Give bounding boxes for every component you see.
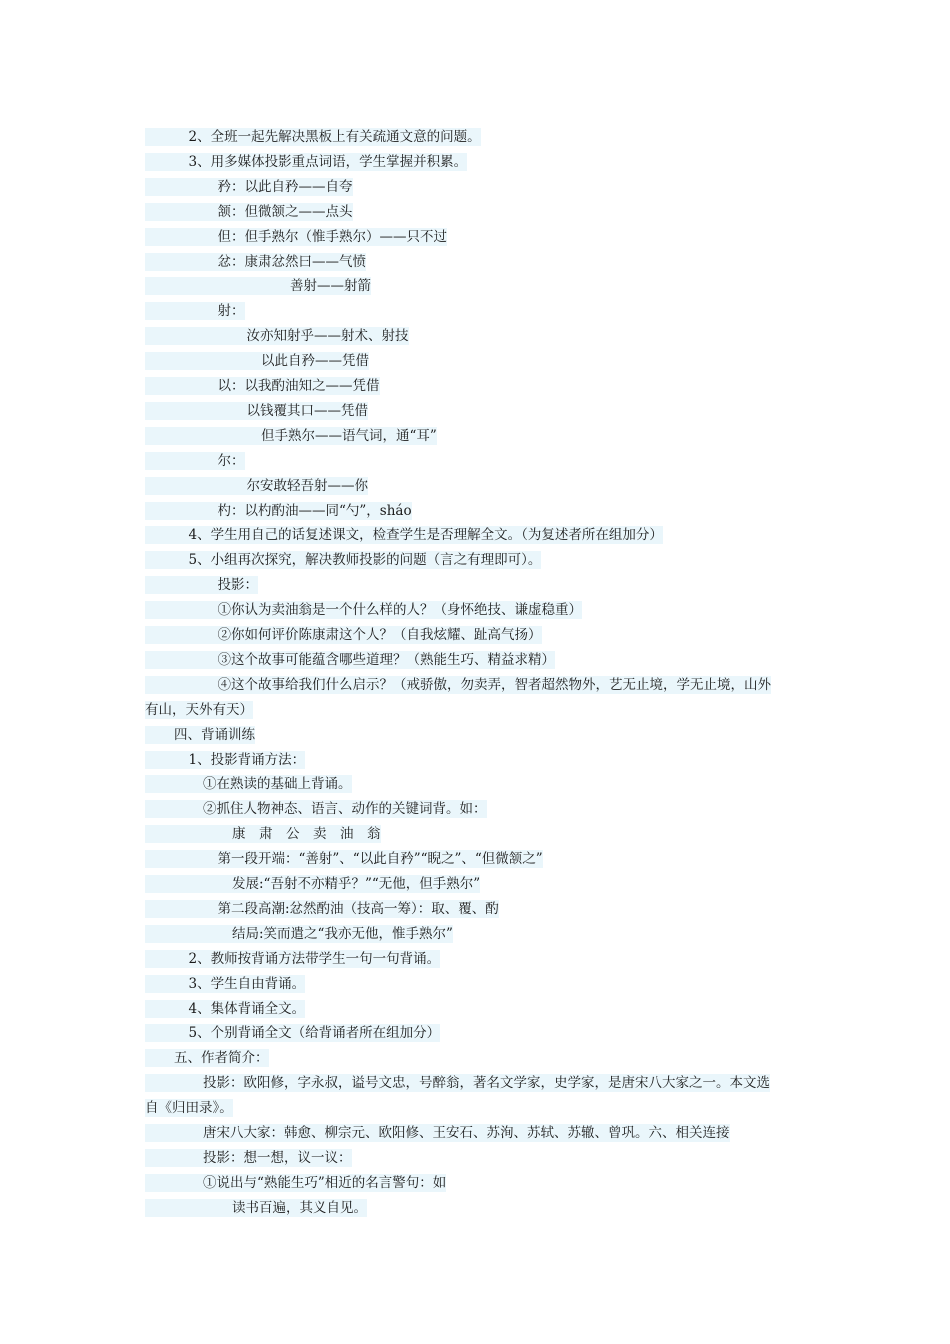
text-line [145,327,409,345]
line-text: ②你如何评价陈康肃这个人？（自我炫耀、趾高气扬） [217,627,542,643]
text-line [145,402,368,420]
text-line [145,800,487,818]
line-highlight [145,975,305,993]
line-text: 1、投影背诵方法： [188,751,306,768]
line-highlight [145,427,437,445]
line-highlight [145,1074,770,1092]
line-text: 读书百遍，其义自见。 [232,1199,367,1216]
text-line [145,178,353,196]
text-line [145,526,663,544]
text-line [145,277,371,295]
line-text: 唐宋八大家：韩愈、柳宗元、欧阳修、王安石、苏洵、苏轼、苏辙、曾巩。六、相关连接 [203,1125,730,1141]
line-highlight [145,502,412,520]
text-line [145,477,368,495]
text-line [145,701,253,719]
line-highlight [145,751,305,769]
line-highlight [145,327,409,345]
line-highlight [145,775,352,793]
text-line [145,626,542,644]
text-line [145,1124,730,1142]
line-text: 投影： [217,577,258,594]
line-highlight [145,1049,269,1067]
line-text: 矜：以此自矜——自夸 [217,178,353,195]
line-text: 尔安敢轻吾射——你 [246,477,368,494]
line-text: 结局:笑而遣之“我亦无他，惟手熟尔” [232,925,453,942]
line-highlight [145,626,542,644]
text-line [145,1049,269,1067]
line-highlight [145,402,368,420]
line-text: 3、用多媒体投影重点词语，学生掌握并积累。 [188,153,468,170]
line-text: 颔：但微颔之——点头 [217,203,353,220]
text-line [145,352,369,370]
line-highlight [145,701,253,719]
line-text: 有山，天外有天） [145,701,253,718]
line-highlight [145,452,245,470]
line-highlight [145,551,541,569]
line-text: ①在熟读的基础上背诵。 [203,776,352,793]
line-highlight [145,377,380,395]
text-line [145,302,245,320]
text-line [145,726,255,744]
line-text: 第二段高潮:忿然酌油（技高一筹）：取、覆、酌 [217,900,499,917]
line-highlight [145,1174,446,1192]
line-text: 投影：想一想，议一议： [203,1149,352,1166]
line-highlight [145,576,258,594]
line-text: 自《归田录》。 [145,1100,233,1117]
text-line [145,775,352,793]
text-line [145,1024,440,1042]
line-text: ②抓住人物神态、语言、动作的关键词背。如： [203,801,487,818]
line-text: 以钱覆其口——凭借 [246,402,368,419]
line-highlight [145,277,371,295]
line-text: 尔： [217,452,245,469]
line-text: ①说出与“熟能生巧”相近的名言警句：如 [203,1174,447,1191]
line-highlight [145,1199,367,1217]
text-line [145,651,555,669]
text-line [145,825,381,843]
text-line [145,128,481,146]
line-highlight [145,875,480,893]
line-text: 五、作者简介： [174,1050,269,1067]
line-highlight [145,651,555,669]
line-highlight [145,850,543,868]
text-line [145,1099,233,1117]
text-line [145,676,771,694]
line-text: ①你认为卖油翁是一个什么样的人？（身怀绝技、谦虚稳重） [217,602,582,619]
line-text: 射： [217,303,245,320]
line-highlight [145,1000,305,1018]
text-line [145,950,440,968]
text-line [145,1199,367,1217]
line-highlight [145,253,366,271]
line-highlight [145,1024,440,1042]
line-text: 5、个别背诵全文（给背诵者所在组加分） [188,1025,441,1042]
line-text: 5、小组再次探究，解决教师投影的问题（言之有理即可）。 [188,552,542,569]
line-text: 康 肃 公 卖 油 翁 [232,826,381,843]
text-line [145,576,258,594]
line-highlight [145,900,499,918]
line-text: 4、学生用自己的话复述课文，检查学生是否理解全文。（为复述者所在组加分） [188,527,663,544]
line-highlight [145,477,368,495]
text-line [145,850,543,868]
line-text: 以：以我酌油知之——凭借 [217,378,380,394]
line-highlight [145,1124,730,1142]
line-text: ④这个故事给我们什么启示？（戒骄傲，勿卖弄，智者超然物外，艺无止境，学无止境，山外 [217,676,771,693]
text-line [145,228,447,246]
text-line [145,153,467,171]
line-highlight [145,1099,233,1117]
text-line [145,601,582,619]
line-text: 但：但手熟尔（惟手熟尔）——只不过 [217,228,447,245]
text-line [145,452,245,470]
text-line [145,925,453,943]
line-text: 善射——射箭 [290,278,371,295]
text-line [145,751,305,769]
text-line [145,900,499,918]
text-line [145,1000,305,1018]
text-line [145,502,412,520]
line-text: 但手熟尔——语气词，通“耳” [261,427,437,444]
text-line [145,875,480,893]
text-line [145,377,380,395]
line-highlight [145,800,487,818]
text-line [145,203,353,221]
line-text: ③这个故事可能蕴含哪些道理？（熟能生巧、精益求精） [217,651,555,668]
line-highlight [145,726,255,744]
line-text: 汝亦知射乎——射术、射技 [246,328,409,345]
line-text: 投影：欧阳修，字永叔，谥号文忠，号醉翁，著名文学家，史学家，是唐宋八大家之一。本文选 [203,1075,770,1092]
text-line [145,1074,770,1092]
line-text: 4、集体背诵全文。 [188,1000,306,1017]
line-highlight [145,676,771,694]
line-highlight [145,950,440,968]
line-highlight [145,601,582,619]
text-line [145,1174,446,1192]
line-highlight [145,825,381,843]
line-highlight [145,178,353,196]
line-highlight [145,228,447,246]
line-text: 以此自矜——凭借 [261,353,369,370]
line-text: 杓：以杓酌油——同“勺”，sháo [217,502,412,519]
text-line [145,1149,352,1167]
line-text: 四、背诵训练 [174,726,255,743]
text-line [145,975,305,993]
line-highlight [145,1149,352,1167]
line-highlight [145,302,245,320]
line-highlight [145,153,467,171]
line-text: 忿：康肃忿然曰——气愤 [217,253,366,270]
text-line [145,427,437,445]
line-text: 发展:“吾射不亦精乎？”“无他，但手熟尔” [232,876,481,892]
line-highlight [145,203,353,221]
line-highlight [145,128,481,146]
line-text: 3、学生自由背诵。 [188,975,306,992]
line-highlight [145,925,453,943]
line-text: 2、全班一起先解决黑板上有关疏通文意的问题。 [188,129,481,145]
text-line [145,253,366,271]
line-highlight [145,352,369,370]
line-highlight [145,526,663,544]
line-text: 第一段开端：“善射”、“以此自矜”“睨之”、“但微颔之” [217,851,543,868]
text-line [145,551,541,569]
line-text: 2、教师按背诵方法带学生一句一句背诵。 [188,950,441,967]
